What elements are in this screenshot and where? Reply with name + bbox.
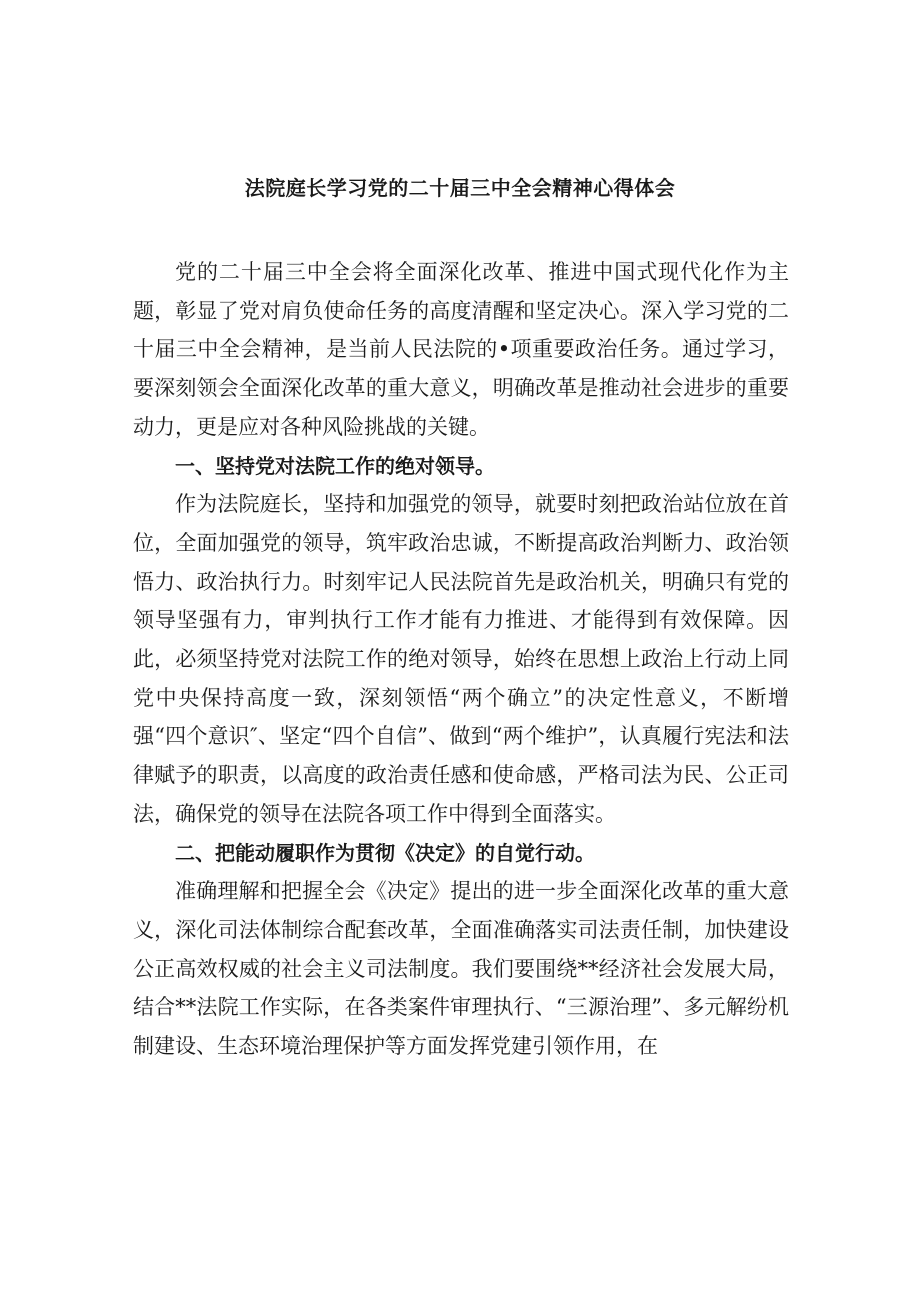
paragraph-intro: 党的二十届三中全会将全面深化改革、推进中国式现代化作为主题，彰显了党对肩负使命任务的高度清醒和坚定决心。深入学习党的二十届三中全会精神，是当前人民法院的•项重要政治任务。通过学习，要深刻领会全面深化改革的重大意义，明确改革是推动社会进步的重要动力，更是应对各种风险挑战的关键。 [133,260,789,439]
paragraph-section-2: 准确理解和把握全会《决定》提出的进一步全面深化改革的重大意义，深化司法体制综合配套改革，全面准确落实司法责任制，加快建设公正高效权威的社会主义司法制度。我们要围绕**经济社会发展大局，结合**法院工作实际，在各类案件审理执行、“三源治理”、多元解纷机制建设、生态环境治理保护等方面发挥党建引领作用，在 [133,879,789,1059]
section-heading-2: 二、把能动履职作为贯彻《决定》的自觉行动。 [175,840,595,865]
document-body [133,253,789,1066]
section-heading-1: 一、坚持党对法院工作的绝对领导。 [175,453,495,478]
paragraph-section-1: 作为法院庭长，坚持和加强党的领导，就要时刻把政治站位放在首位，全面加强党的领导，筑牢政治忠诚，不断提高政治判断力、政治领悟力、政治执行力。时刻牢记人民法院首先是政治机关，明确只有党的领导坚强有力，审判执行工作才能有力推进、才能得到有效保障。因此，必须坚持党对法院工作的绝对领导，始终在思想上政治上行动上同党中央保持高度一致，深刻领悟“两个确立”的决定性意义，不断增强“四个意识″、坚定“四个自信”、做到“两个维护”，认真履行宪法和法律赋予的职责，以高度的政治责任感和使命感，严格司法为民、公正司法，确保党的领导在法院各项工作中得到全面落实。 [133,492,789,826]
document-title: 法院庭长学习党的二十届三中全会精神心得体会 [244,176,676,200]
